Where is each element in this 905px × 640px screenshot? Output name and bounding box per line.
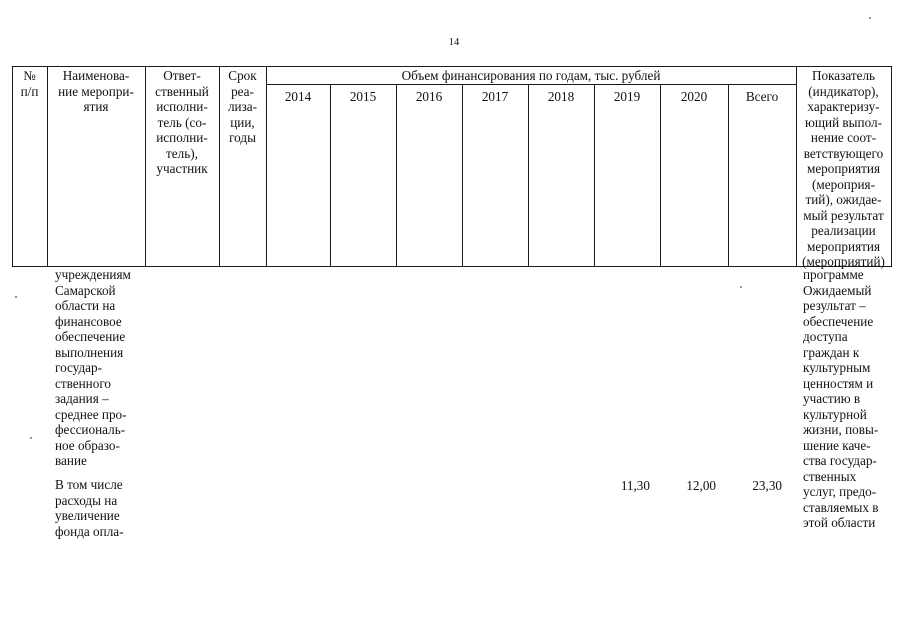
header-year: 2015 — [349, 89, 377, 104]
header-total: Всего — [745, 89, 779, 104]
value-2020: 12,00 — [686, 478, 716, 493]
scan-speck — [869, 17, 871, 19]
header-year: 2014 — [284, 89, 312, 104]
header-responsible: Ответ- ственный исполни- тель (со- исполни- тель), участник — [155, 68, 209, 176]
scan-speck — [30, 437, 32, 439]
activity-name-text-continued: В том числе расходы на увеличение фонда опла- — [55, 477, 124, 539]
value-2019: 11,30 — [620, 478, 650, 493]
header-funding-group: Объем финансирования по годам, тыс. рублей — [401, 68, 661, 83]
header-year: 2018 — [547, 89, 575, 104]
header-year: 2016 — [415, 89, 443, 104]
header-year: 2019 — [613, 89, 641, 104]
value-total: 23,30 — [752, 478, 782, 493]
header-indicator: Показатель (индикатор), характеризу- ющий выпол- нение соот- ветствующего мероприятия (мероприя- тий), ожидае- мый результат реализации мероприятия (мероприятий) — [802, 68, 885, 269]
page-number: 14 — [448, 37, 460, 48]
header-number: № п/п — [20, 68, 39, 99]
header-year: 2020 — [680, 89, 708, 104]
header-activity-name: Наименова- ние меропри- ятия — [58, 68, 134, 114]
header-year: 2017 — [481, 89, 509, 104]
scan-speck — [740, 286, 742, 288]
scan-speck — [15, 296, 17, 298]
header-term: Срок реа- лиза- ции, годы — [227, 68, 258, 145]
activity-name-text: учреждениям Самарской области на финансовое обеспечение выполнения государ- ственного задания – среднее про- фессиональ- ное образо- вание — [55, 267, 131, 468]
indicator-text: программе Ожидаемый результат – обеспечение доступа граждан к культурным ценностям и участию в культурной жизни, повы- шение каче- ства государ- ственных услуг, предо- ставляемых в этой области — [803, 267, 879, 530]
